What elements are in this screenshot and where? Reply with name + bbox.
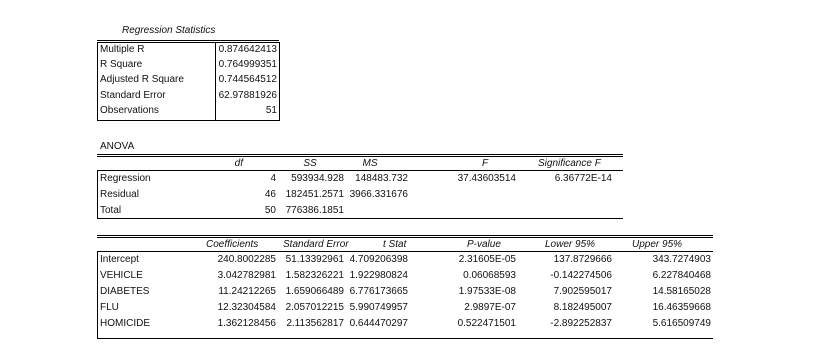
coef-header: t Stat (383, 239, 407, 250)
coef-std-error: 1.659066489 (285, 286, 344, 297)
reg-stat-label: Standard Error (100, 90, 166, 101)
reg-stat-label: Observations (100, 105, 159, 116)
anova-header-border (97, 170, 623, 171)
coef-header: Standard Error (283, 239, 349, 250)
coef-lower-95: 8.182495007 (553, 302, 612, 313)
regression-statistics-title: Regression Statistics (122, 25, 216, 36)
reg-stats-right-border (279, 42, 280, 120)
coef-std-error: 1.582326221 (285, 270, 344, 281)
coef-t-stat: 6.776173665 (349, 286, 408, 297)
anova-left-border (97, 171, 98, 219)
anova-df: 4 (270, 173, 276, 184)
reg-stat-label: Multiple R (100, 44, 145, 55)
coef-header: Lower 95% (545, 239, 596, 250)
reg-stat-label: Adjusted R Square (100, 74, 184, 85)
coef-upper-95: 14.58165028 (652, 286, 711, 297)
anova-df: 50 (264, 205, 276, 216)
anova-ms: 3966.331676 (349, 189, 408, 200)
coef-lower-95: 137.8729666 (553, 254, 612, 265)
coef-t-stat: 4.709206398 (349, 254, 408, 265)
coef-std-error: 2.113562817 (286, 318, 344, 329)
coef-header: Coefficients (206, 239, 259, 250)
coef-coefficient: 3.042782981 (217, 270, 276, 281)
reg-stat-value: 0.764999351 (218, 59, 277, 70)
coef-t-stat: 1.922980824 (349, 270, 408, 281)
anova-f: 37.43603514 (457, 173, 516, 184)
anova-ss: 776386.1851 (285, 205, 344, 216)
anova-ss: 182451.2571 (285, 189, 344, 200)
coef-upper-95: 16.46359668 (652, 302, 711, 313)
coef-p-value: 0.522471501 (457, 318, 516, 329)
coef-p-value: 0.06068593 (463, 270, 516, 281)
reg-stat-value: 0.874642413 (218, 44, 277, 55)
coef-std-error: 51.13392961 (285, 254, 344, 265)
reg-stats-top-border (97, 40, 279, 43)
coef-coefficient: 12.32304584 (217, 302, 276, 313)
coef-top-border (97, 235, 713, 238)
reg-stat-label: R Square (100, 59, 143, 70)
anova-header-ss: SS (303, 158, 317, 169)
coef-coefficient: 240.8002285 (217, 254, 276, 265)
reg-stat-value: 51 (265, 105, 277, 116)
coef-row-label: DIABETES (100, 286, 150, 297)
coef-header: P-value (467, 239, 501, 250)
coef-row-label: FLU (100, 302, 119, 313)
anova-df: 46 (264, 189, 276, 200)
anova-title: ANOVA (100, 141, 135, 152)
anova-row-label: Regression (100, 173, 151, 184)
coef-header-border (97, 251, 713, 252)
coef-p-value: 1.97533E-08 (458, 286, 516, 297)
coef-p-value: 2.31605E-05 (458, 254, 516, 265)
reg-stats-bottom-border (97, 120, 280, 121)
coef-upper-95: 5.616509749 (652, 318, 711, 329)
reg-stats-left-border (97, 42, 98, 120)
reg-stat-value: 0.744564512 (218, 74, 277, 85)
coef-row-label: Intercept (100, 254, 139, 265)
coef-header: Upper 95% (632, 239, 683, 250)
anova-ss: 593934.928 (291, 173, 344, 184)
coef-coefficient: 1.362128456 (217, 318, 276, 329)
anova-row-label: Total (100, 205, 122, 216)
anova-header-f: F (481, 158, 489, 169)
coef-lower-95: -2.892252837 (550, 318, 612, 329)
anova-row-label: Residual (100, 189, 139, 200)
coef-lower-95: 7.902595017 (553, 286, 612, 297)
coef-row-label: VEHICLE (100, 270, 143, 281)
anova-top-border (97, 154, 623, 157)
coef-left-border (97, 252, 98, 339)
coef-t-stat: 5.990749957 (349, 302, 408, 313)
anova-ms: 148483.732 (355, 173, 408, 184)
coef-t-stat: 0.644470297 (349, 318, 408, 329)
anova-sig: 6.36772E-14 (554, 173, 612, 184)
coef-upper-95: 6.227840468 (652, 270, 711, 281)
anova-header-ms: MS (362, 158, 378, 169)
coef-upper-95: 343.7274903 (652, 254, 711, 265)
anova-header-significance-f: Significance F (538, 158, 601, 169)
coef-std-error: 2.057012215 (285, 302, 344, 313)
coef-row-label: HOMICIDE (100, 318, 150, 329)
coef-bottom-border (97, 338, 713, 339)
anova-header-df: df (234, 158, 243, 169)
coef-lower-95: -0.142274506 (550, 270, 612, 281)
reg-stat-value: 62.97881926 (218, 90, 277, 101)
coef-coefficient: 11.24212265 (218, 286, 276, 297)
coef-p-value: 2.9897E-07 (464, 302, 516, 313)
anova-bottom-border (97, 218, 623, 219)
